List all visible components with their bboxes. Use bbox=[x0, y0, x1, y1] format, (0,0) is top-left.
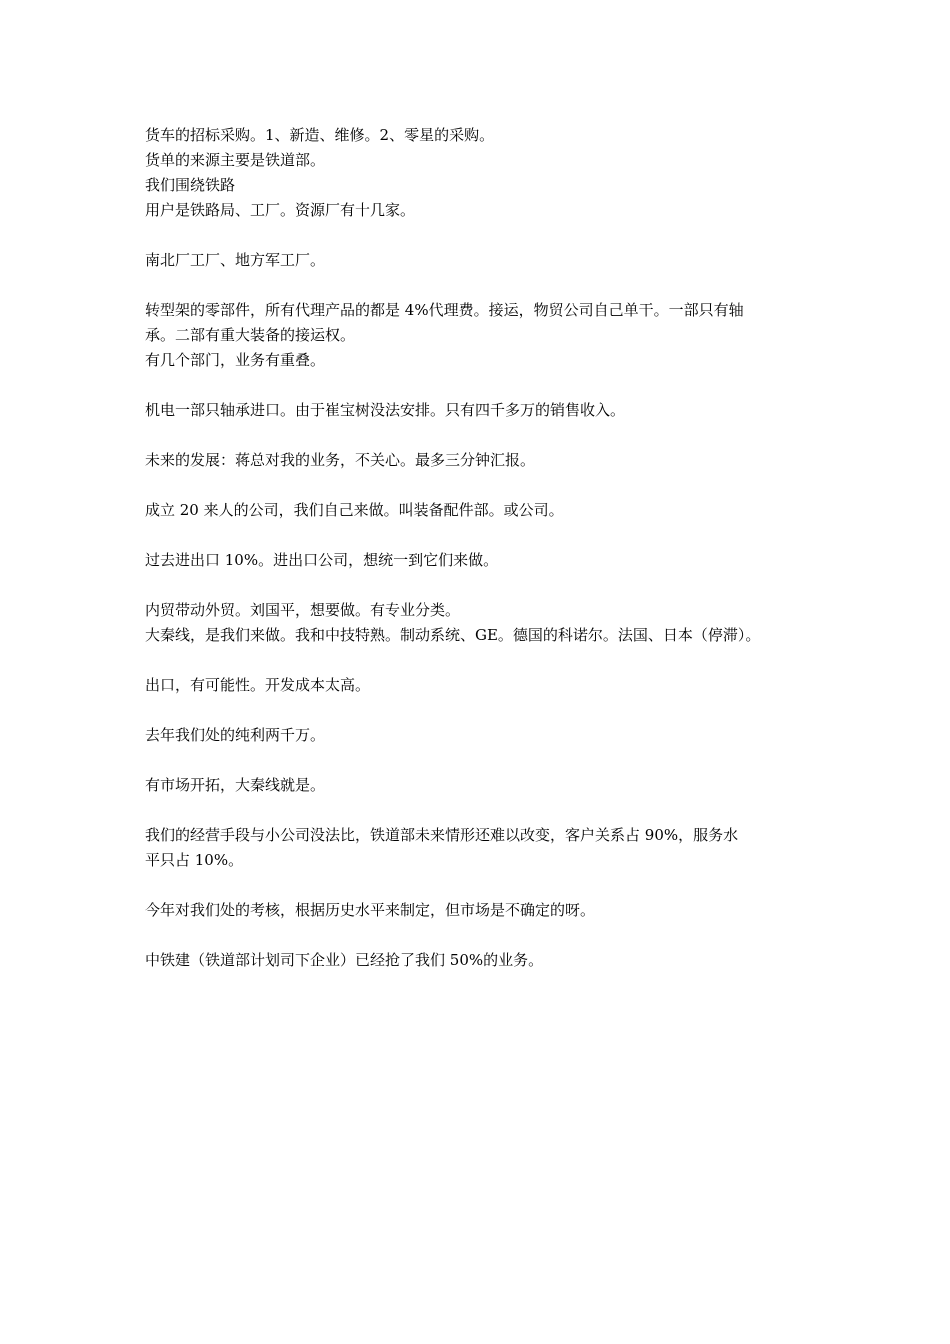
text-line: 机电一部只轴承进口。由于崔宝树没法安排。只有四千多万的销售收入。 bbox=[145, 401, 626, 419]
blank-line bbox=[145, 748, 810, 773]
text-line: 承。二部有重大装备的接运权。 bbox=[145, 326, 356, 344]
text-line: 有市场开拓，大秦线就是。 bbox=[145, 776, 326, 794]
document-body bbox=[145, 123, 810, 973]
text-line: 内贸带动外贸。刘国平，想要做。有专业分类。 bbox=[145, 601, 461, 619]
text-line: 今年对我们处的考核，根据历史水平来制定，但市场是不确定的呀。 bbox=[145, 901, 596, 919]
blank-line bbox=[145, 473, 810, 498]
text-line: 货车的招标采购。1、新造、维修。2、零星的采购。 bbox=[145, 126, 495, 144]
text-line: 用户是铁路局、工厂。资源厂有十几家。 bbox=[145, 201, 416, 219]
blank-line bbox=[145, 798, 810, 823]
text-line: 平只占 10%。 bbox=[145, 851, 244, 869]
text-line: 出口，有可能性。开发成本太高。 bbox=[145, 676, 371, 694]
text-line: 未来的发展：蒋总对我的业务，不关心。最多三分钟汇报。 bbox=[145, 451, 536, 469]
blank-line bbox=[145, 223, 810, 248]
text-line: 货单的来源主要是铁道部。 bbox=[145, 151, 326, 169]
text-line: 我们的经营手段与小公司没法比，铁道部未来情形还难以改变，客户关系占 90%，服务水 bbox=[145, 826, 739, 844]
text-line: 去年我们处的纯利两千万。 bbox=[145, 726, 326, 744]
blank-line bbox=[145, 648, 810, 673]
blank-line bbox=[145, 273, 810, 298]
blank-line bbox=[145, 523, 810, 548]
blank-line bbox=[145, 373, 810, 398]
text-line: 我们围绕铁路 bbox=[145, 176, 236, 194]
text-line: 有几个部门，业务有重叠。 bbox=[145, 351, 326, 369]
blank-line bbox=[145, 423, 810, 448]
text-line: 大秦线，是我们来做。我和中技特熟。制动系统、GE。德国的科诺尔。法国、日本（停滞）。 bbox=[145, 626, 761, 644]
text-line: 转型架的零部件，所有代理产品的都是 4%代理费。接运，物贸公司自己单干。一部只有轴 bbox=[145, 301, 744, 319]
text-line: 成立 20 来人的公司，我们自己来做。叫装备配件部。或公司。 bbox=[145, 501, 564, 519]
blank-line bbox=[145, 573, 810, 598]
text-line: 南北厂工厂、地方军工厂。 bbox=[145, 251, 326, 269]
blank-line bbox=[145, 873, 810, 898]
text-line: 中铁建（铁道部计划司下企业）已经抢了我们 50%的业务。 bbox=[145, 951, 544, 969]
blank-line bbox=[145, 698, 810, 723]
text-line: 过去进出口 10%。进出口公司，想统一到它们来做。 bbox=[145, 551, 499, 569]
blank-line bbox=[145, 923, 810, 948]
